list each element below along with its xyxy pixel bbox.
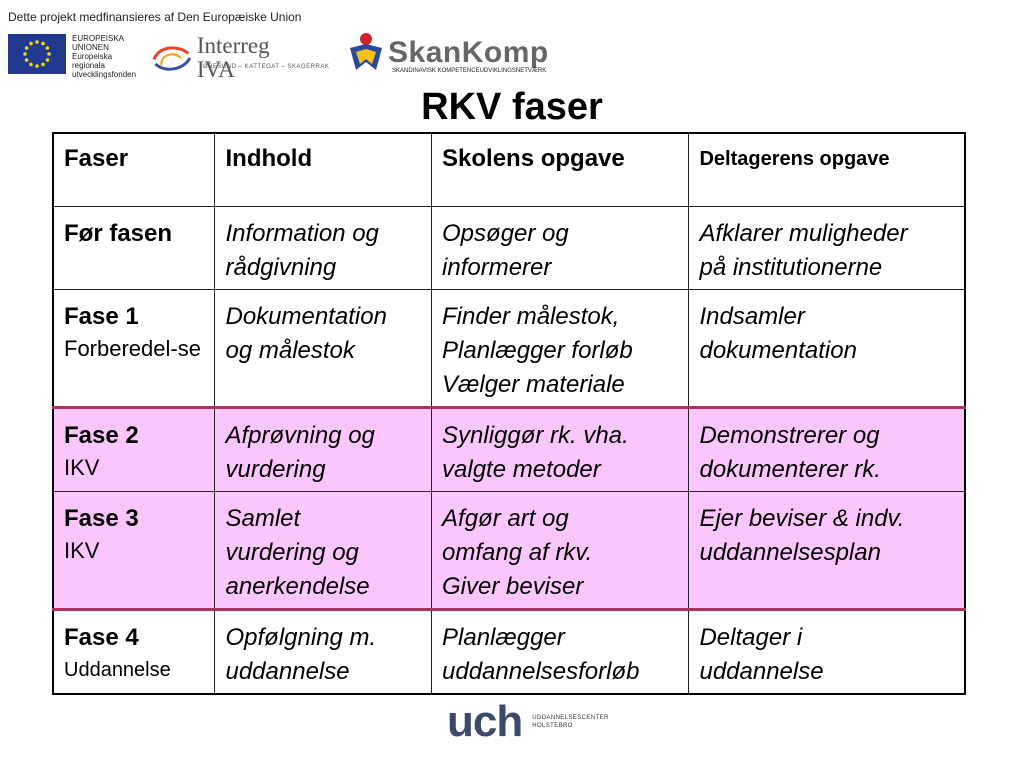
table-row: [53, 207, 965, 290]
school-cell: Planlægger uddannelsesforløb: [432, 610, 689, 695]
table-row-highlighted: [53, 492, 965, 610]
table-row: [53, 290, 965, 408]
table-row-highlighted: [53, 408, 965, 492]
participant-cell: Deltager i uddannelse: [689, 610, 965, 695]
participant-cell: Ejer beviser & indv. uddannelsesplan: [689, 492, 965, 610]
participant-cell: Afklarer muligheder på institutionerne: [689, 207, 965, 290]
school-cell: Opsøger og informerer: [432, 207, 689, 290]
phase-cell: [53, 610, 215, 695]
content-cell: Dokumentation og målestok: [215, 290, 432, 408]
participant-cell: Indsamler dokumentation: [689, 290, 965, 408]
header-deltagerens-opgave: Deltagerens opgave: [689, 133, 965, 207]
table-header-row: [53, 133, 965, 207]
skankomp-logo: SkanKomp SKANDINAVISK KOMPETENCEUDVIKLINGSNETVÆRK: [348, 32, 549, 74]
content-cell: Afprøvning og vurdering: [215, 408, 432, 492]
phase-cell: [53, 290, 215, 408]
phase-cell: [53, 492, 215, 610]
phase-subtitle: IKV: [64, 538, 100, 563]
phase-name: Fase 3: [64, 505, 139, 532]
content-cell: Information og rådgivning: [215, 207, 432, 290]
phase-subtitle: IKV: [64, 455, 100, 480]
school-cell: Finder målestok, Planlægger forløb Vælger materiale: [432, 290, 689, 408]
header-faser: Faser: [53, 133, 215, 207]
interreg-swirl-icon: [151, 38, 193, 78]
phase-cell: [53, 207, 215, 290]
phase-name: Før fasen: [64, 220, 173, 247]
funding-statement: Dette projekt medfinansieres af Den Europæiske Union: [8, 10, 302, 24]
skankomp-person-icon: [348, 32, 384, 74]
school-cell: Synliggør rk. vha. valgte metoder: [432, 408, 689, 492]
content-cell: Samlet vurdering og anerkendelse: [215, 492, 432, 610]
uch-logo-subtitle: UDDANNELSESCENTER HOLSTEBRO: [532, 715, 609, 729]
eu-flag-icon: [8, 34, 66, 74]
content-cell: Opfølgning m. uddannelse: [215, 610, 432, 695]
participant-cell: Demonstrerer og dokumenterer rk.: [689, 408, 965, 492]
header-skolens-opgave: Skolens opgave: [432, 133, 689, 207]
phase-name: Fase 1: [64, 303, 139, 330]
school-cell: Afgør art og omfang af rkv. Giver beviser: [432, 492, 689, 610]
eu-logo: [8, 34, 152, 79]
phase-subtitle: Uddannelse: [64, 659, 171, 681]
phase-cell: [53, 408, 215, 492]
rkv-phases-table: [52, 132, 966, 695]
uch-logo: uch UDDANNELSESCENTER HOLSTEBRO: [447, 697, 609, 746]
page-title: RKV faser: [421, 86, 603, 128]
phase-name: Fase 2: [64, 422, 139, 449]
eu-logo-text: EUROPEISKA UNIONEN Europeiska regionala utvecklingsfonden: [72, 34, 137, 79]
header-indhold: Indhold: [215, 133, 432, 207]
interreg-logo: Interreg IVA ØRESUND – KATTEGAT – SKAGERRAK: [151, 34, 284, 82]
table-row: [53, 610, 965, 695]
phase-subtitle: Forberedel-se: [64, 336, 201, 361]
phase-name: Fase 4: [64, 624, 139, 651]
